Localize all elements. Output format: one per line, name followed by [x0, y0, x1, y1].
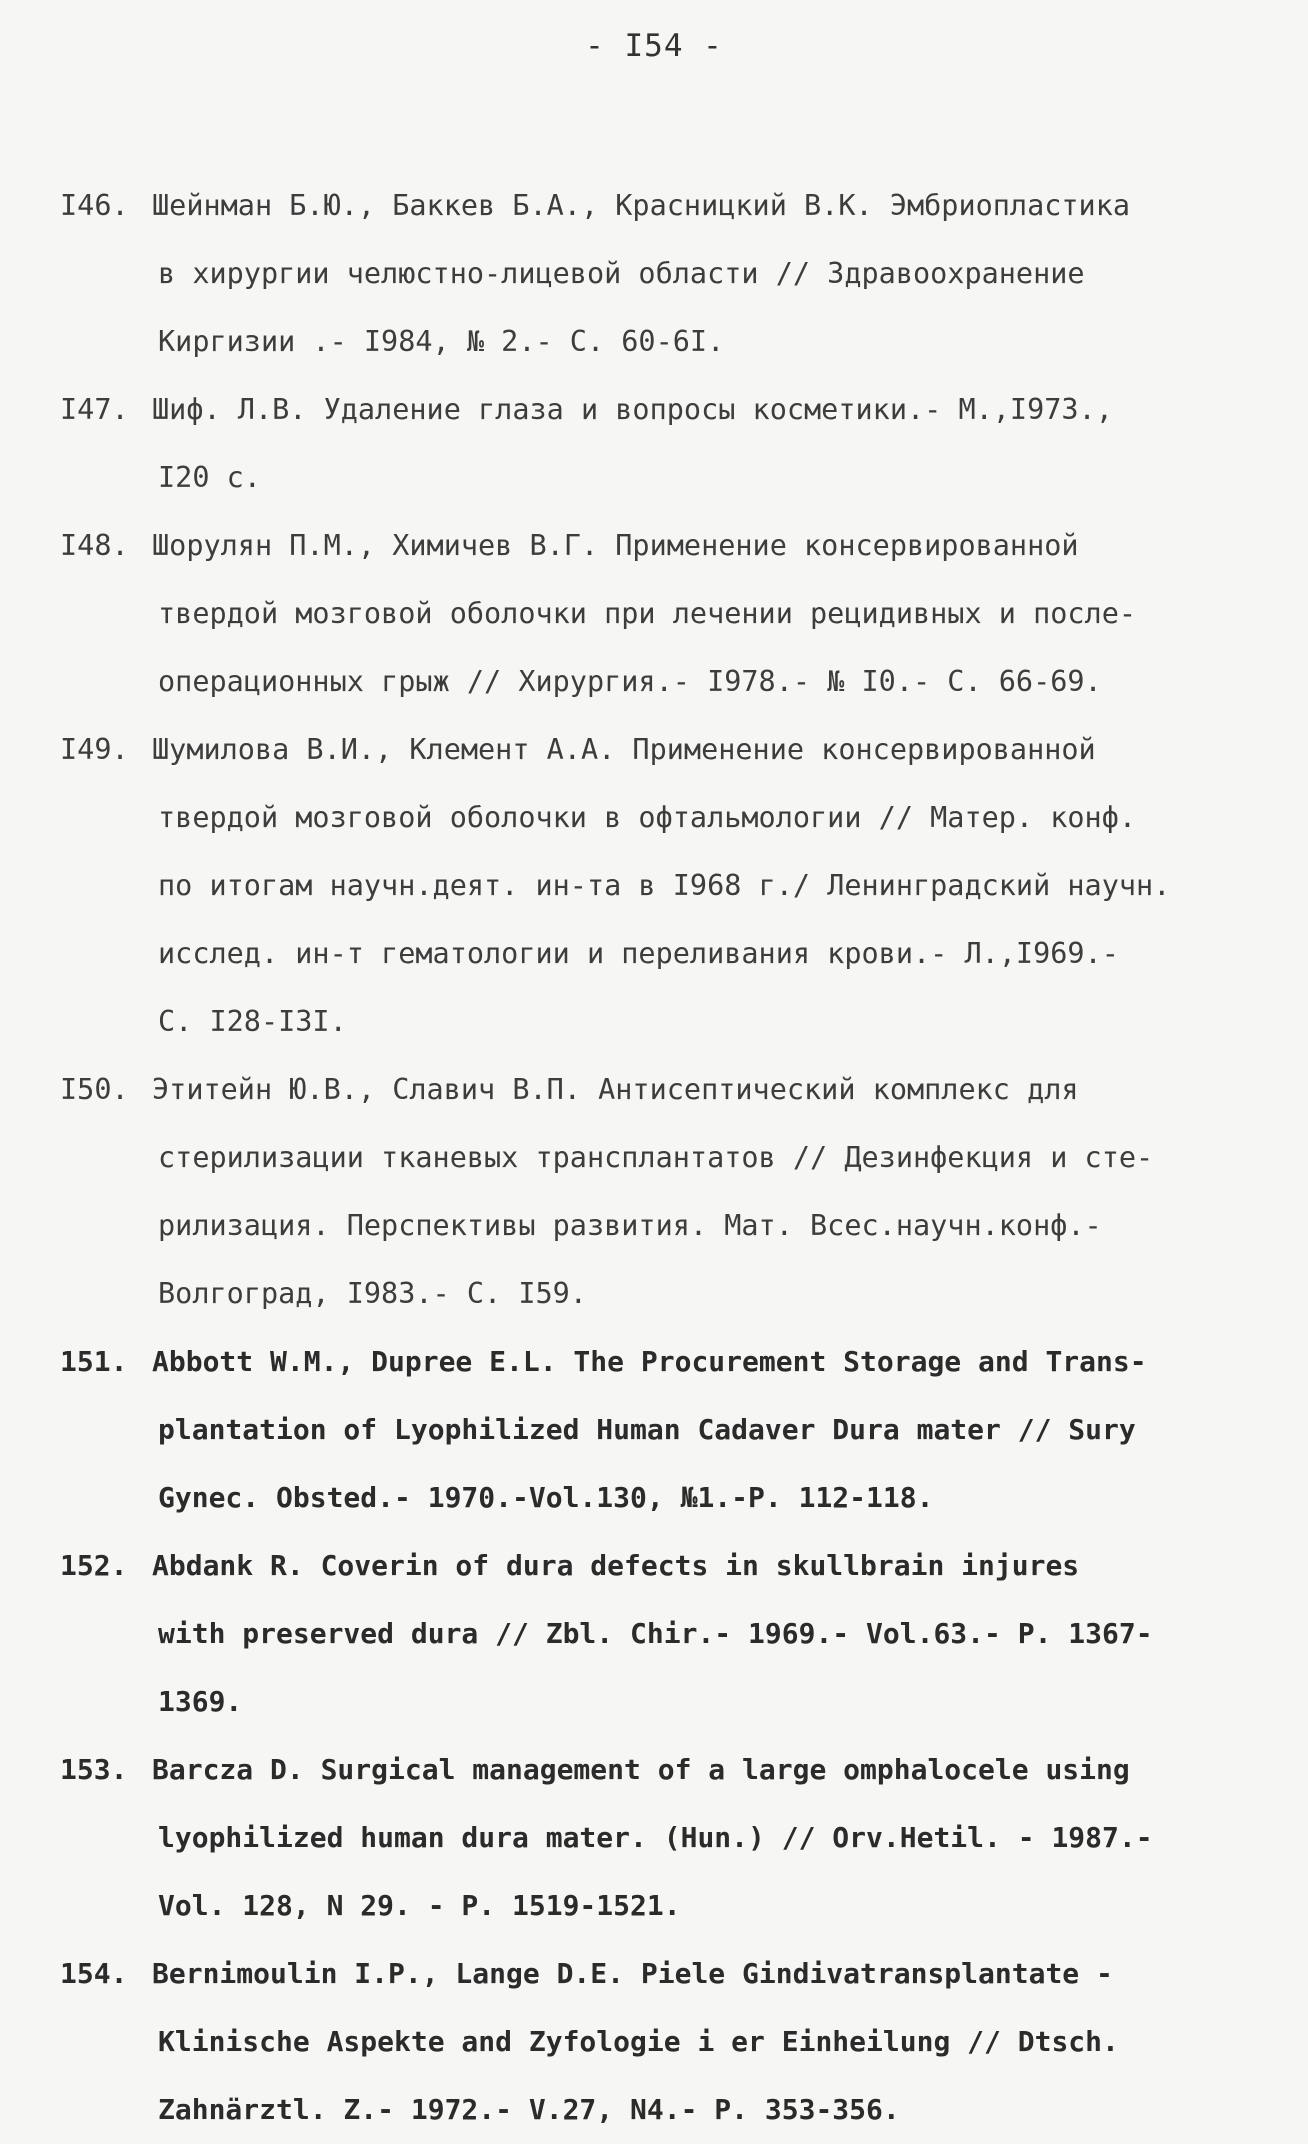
reference-line: в хирургии челюстно-лицевой области // Здравоохранение [158, 257, 1085, 290]
reference-item [0, 1532, 1308, 1736]
reference-item [0, 716, 1308, 1056]
reference-line: Киргизии .- I984, № 2.- С. 60-6I. [158, 325, 725, 358]
reference-text [152, 376, 1308, 512]
reference-number: 152. [60, 1549, 128, 1582]
reference-item [0, 512, 1308, 716]
reference-number: 151. [60, 1345, 128, 1378]
reference-text [152, 1940, 1308, 2144]
reference-item [0, 1328, 1308, 1532]
reference-item [0, 1940, 1308, 2144]
reference-line: Klinische Aspekte and Zyfologie i er Einheilung // Dtsch. [158, 2025, 1119, 2058]
reference-item [0, 376, 1308, 512]
reference-list [0, 172, 1308, 2144]
reference-number: 153. [60, 1753, 128, 1786]
reference-text [152, 1532, 1308, 1736]
reference-line: Barcza D. Surgical management of a large omphalocele using [152, 1753, 1130, 1786]
reference-line: Шорулян П.М., Химичев В.Г. Применение консервированной [152, 529, 1079, 562]
reference-line: Шумилова В.И., Клемент А.А. Применение консервированной [152, 733, 1096, 766]
reference-number: I46. [60, 189, 129, 222]
reference-number: I49. [60, 733, 129, 766]
reference-line: Abbott W.M., Dupree E.L. The Procurement Storage and Trans- [152, 1345, 1147, 1378]
reference-text [152, 172, 1308, 376]
reference-line: стерилизации тканевых трансплантатов // Дезинфекция и сте- [158, 1141, 1154, 1174]
reference-line: Vol. 128, N 29. - P. 1519-1521. [158, 1889, 681, 1922]
reference-text [152, 512, 1308, 716]
reference-line: Abdank R. Coverin of dura defects in skullbrain injures [152, 1549, 1080, 1582]
reference-line: операционных грыж // Хирургия.- I978.- № I0.- С. 66-69. [158, 665, 1102, 698]
reference-line: Шиф. Л.В. Удаление глаза и вопросы косметики.- М.,I973., [152, 393, 1113, 426]
reference-number: I48. [60, 529, 129, 562]
reference-item [0, 172, 1308, 376]
reference-text [152, 716, 1308, 1056]
reference-line: lyophilized human dura mater. (Hun.) // Orv.Hetil. - 1987.- [158, 1821, 1153, 1854]
reference-line: with preserved dura // Zbl. Chir.- 1969.- Vol.63.- P. 1367- [158, 1617, 1153, 1650]
reference-item [0, 1736, 1308, 1940]
page-number: - I54 - [585, 28, 723, 64]
reference-text [152, 1736, 1308, 1940]
reference-line: исслед. ин-т гематологии и переливания крови.- Л.,I969.- [158, 937, 1119, 970]
reference-item [0, 1056, 1308, 1328]
reference-line: 1369. [158, 1685, 243, 1718]
reference-number: I47. [60, 393, 129, 426]
reference-line: I20 с. [158, 461, 261, 494]
reference-line: Gynec. Obsted.- 1970.-Vol.130, №1.-P. 112-118. [158, 1481, 934, 1514]
reference-line: твердой мозговой оболочки в офтальмологии // Матер. конф. [158, 801, 1137, 834]
reference-line: Волгоград, I983.- С. I59. [158, 1277, 587, 1310]
reference-line: Шейнман Б.Ю., Баккев Б.А., Красницкий В.К. Эмбриопластика [152, 189, 1131, 222]
reference-number: 154. [60, 1957, 128, 1990]
reference-line: твердой мозговой оболочки при лечении рецидивных и после- [158, 597, 1137, 630]
reference-line: рилизация. Перспективы развития. Мат. Всес.научн.конф.- [158, 1209, 1102, 1242]
reference-line: по итогам научн.деят. ин-та в I968 г./ Ленинградский научн. [158, 869, 1171, 902]
reference-line: plantation of Lyophilized Human Cadaver Dura mater // Sury [158, 1413, 1136, 1446]
reference-text [152, 1056, 1308, 1328]
reference-line: С. I28-I3I. [158, 1005, 347, 1038]
reference-line: Bernimoulin I.P., Lange D.E. Piele Gindivatransplantate - [152, 1957, 1113, 1990]
reference-line: Этитейн Ю.В., Славич В.П. Антисептический комплекс для [152, 1073, 1079, 1106]
reference-line: Zahnärztl. Z.- 1972.- V.27, N4.- P. 353-356. [158, 2093, 900, 2126]
reference-number: I50. [60, 1073, 129, 1106]
reference-text [152, 1328, 1308, 1532]
